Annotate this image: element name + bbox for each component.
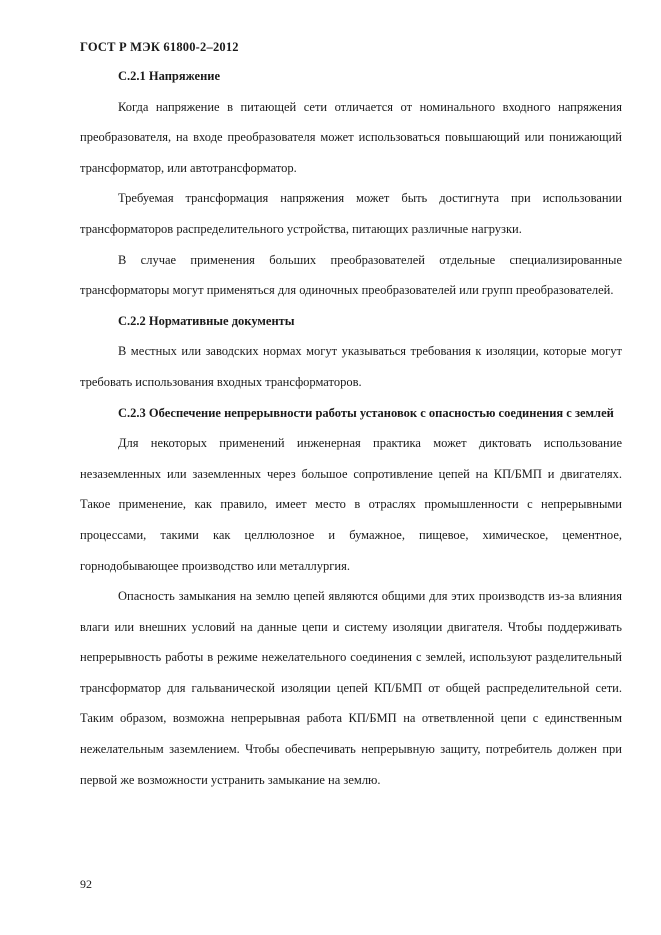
paragraph: Для некоторых применений инженерная практика может диктовать использование незаземленных или заземленных через большое сопротивление цепей на КП/БМП и двигателях. Такое применение, как правило, имеет место в отраслях промышленности с непрерывными процессами, такими как целлюлозное и бумажное, пищевое, химическое, цементное, горнодобывающее производство или металлургия. <box>80 436 622 573</box>
document-body <box>80 61 622 795</box>
page-number: 92 <box>80 877 92 891</box>
section-heading-c23: С.2.3 Обеспечение непрерывности работы установок с опасностью соединения с землей <box>118 405 614 420</box>
paragraph: В случае применения больших преобразователей отдельные специализированные трансформаторы могут применяться для одиночных преобразователей или групп преобразователей. <box>80 252 622 298</box>
paragraph: Требуемая трансформация напряжения может быть достигнута при использовании трансформаторов распределительного устройства, питающих различные нагрузки. <box>80 191 622 236</box>
paragraph: Когда напряжение в питающей сети отличается от номинального входного напряжения преобразователя, на входе преобразователя может использоваться повышающий или понижающий трансформатор, или автотрансформатор. <box>80 99 622 175</box>
section-heading-c22: С.2.2 Нормативные документы <box>118 313 295 328</box>
section-heading-c21: С.2.1 Напряжение <box>118 69 221 83</box>
paragraph: В местных или заводских нормах могут указываться требования к изоляции, которые могут требовать использования входных трансформаторов. <box>80 344 622 389</box>
paragraph: Опасность замыкания на землю цепей являются общими для этих производств из-за влияния влаги или внешних условий на данные цепи и систему изоляции двигателя. Чтобы поддерживать непрерывность работы в режиме нежелательного соединения с землей, используют разделительный трансформатор для гальванической изоляции цепей КП/БМП от общей распределительной сети. Таким образом, возможна непрерывная работа КП/БМП на ответвленной цепи с единственным нежелательным заземлением. Чтобы обеспечивать непрерывную защиту, потребитель должен при первой же возможности устранить замыкание на землю. <box>80 589 622 787</box>
document-header: ГОСТ Р МЭК 61800-2–2012 <box>80 40 239 54</box>
